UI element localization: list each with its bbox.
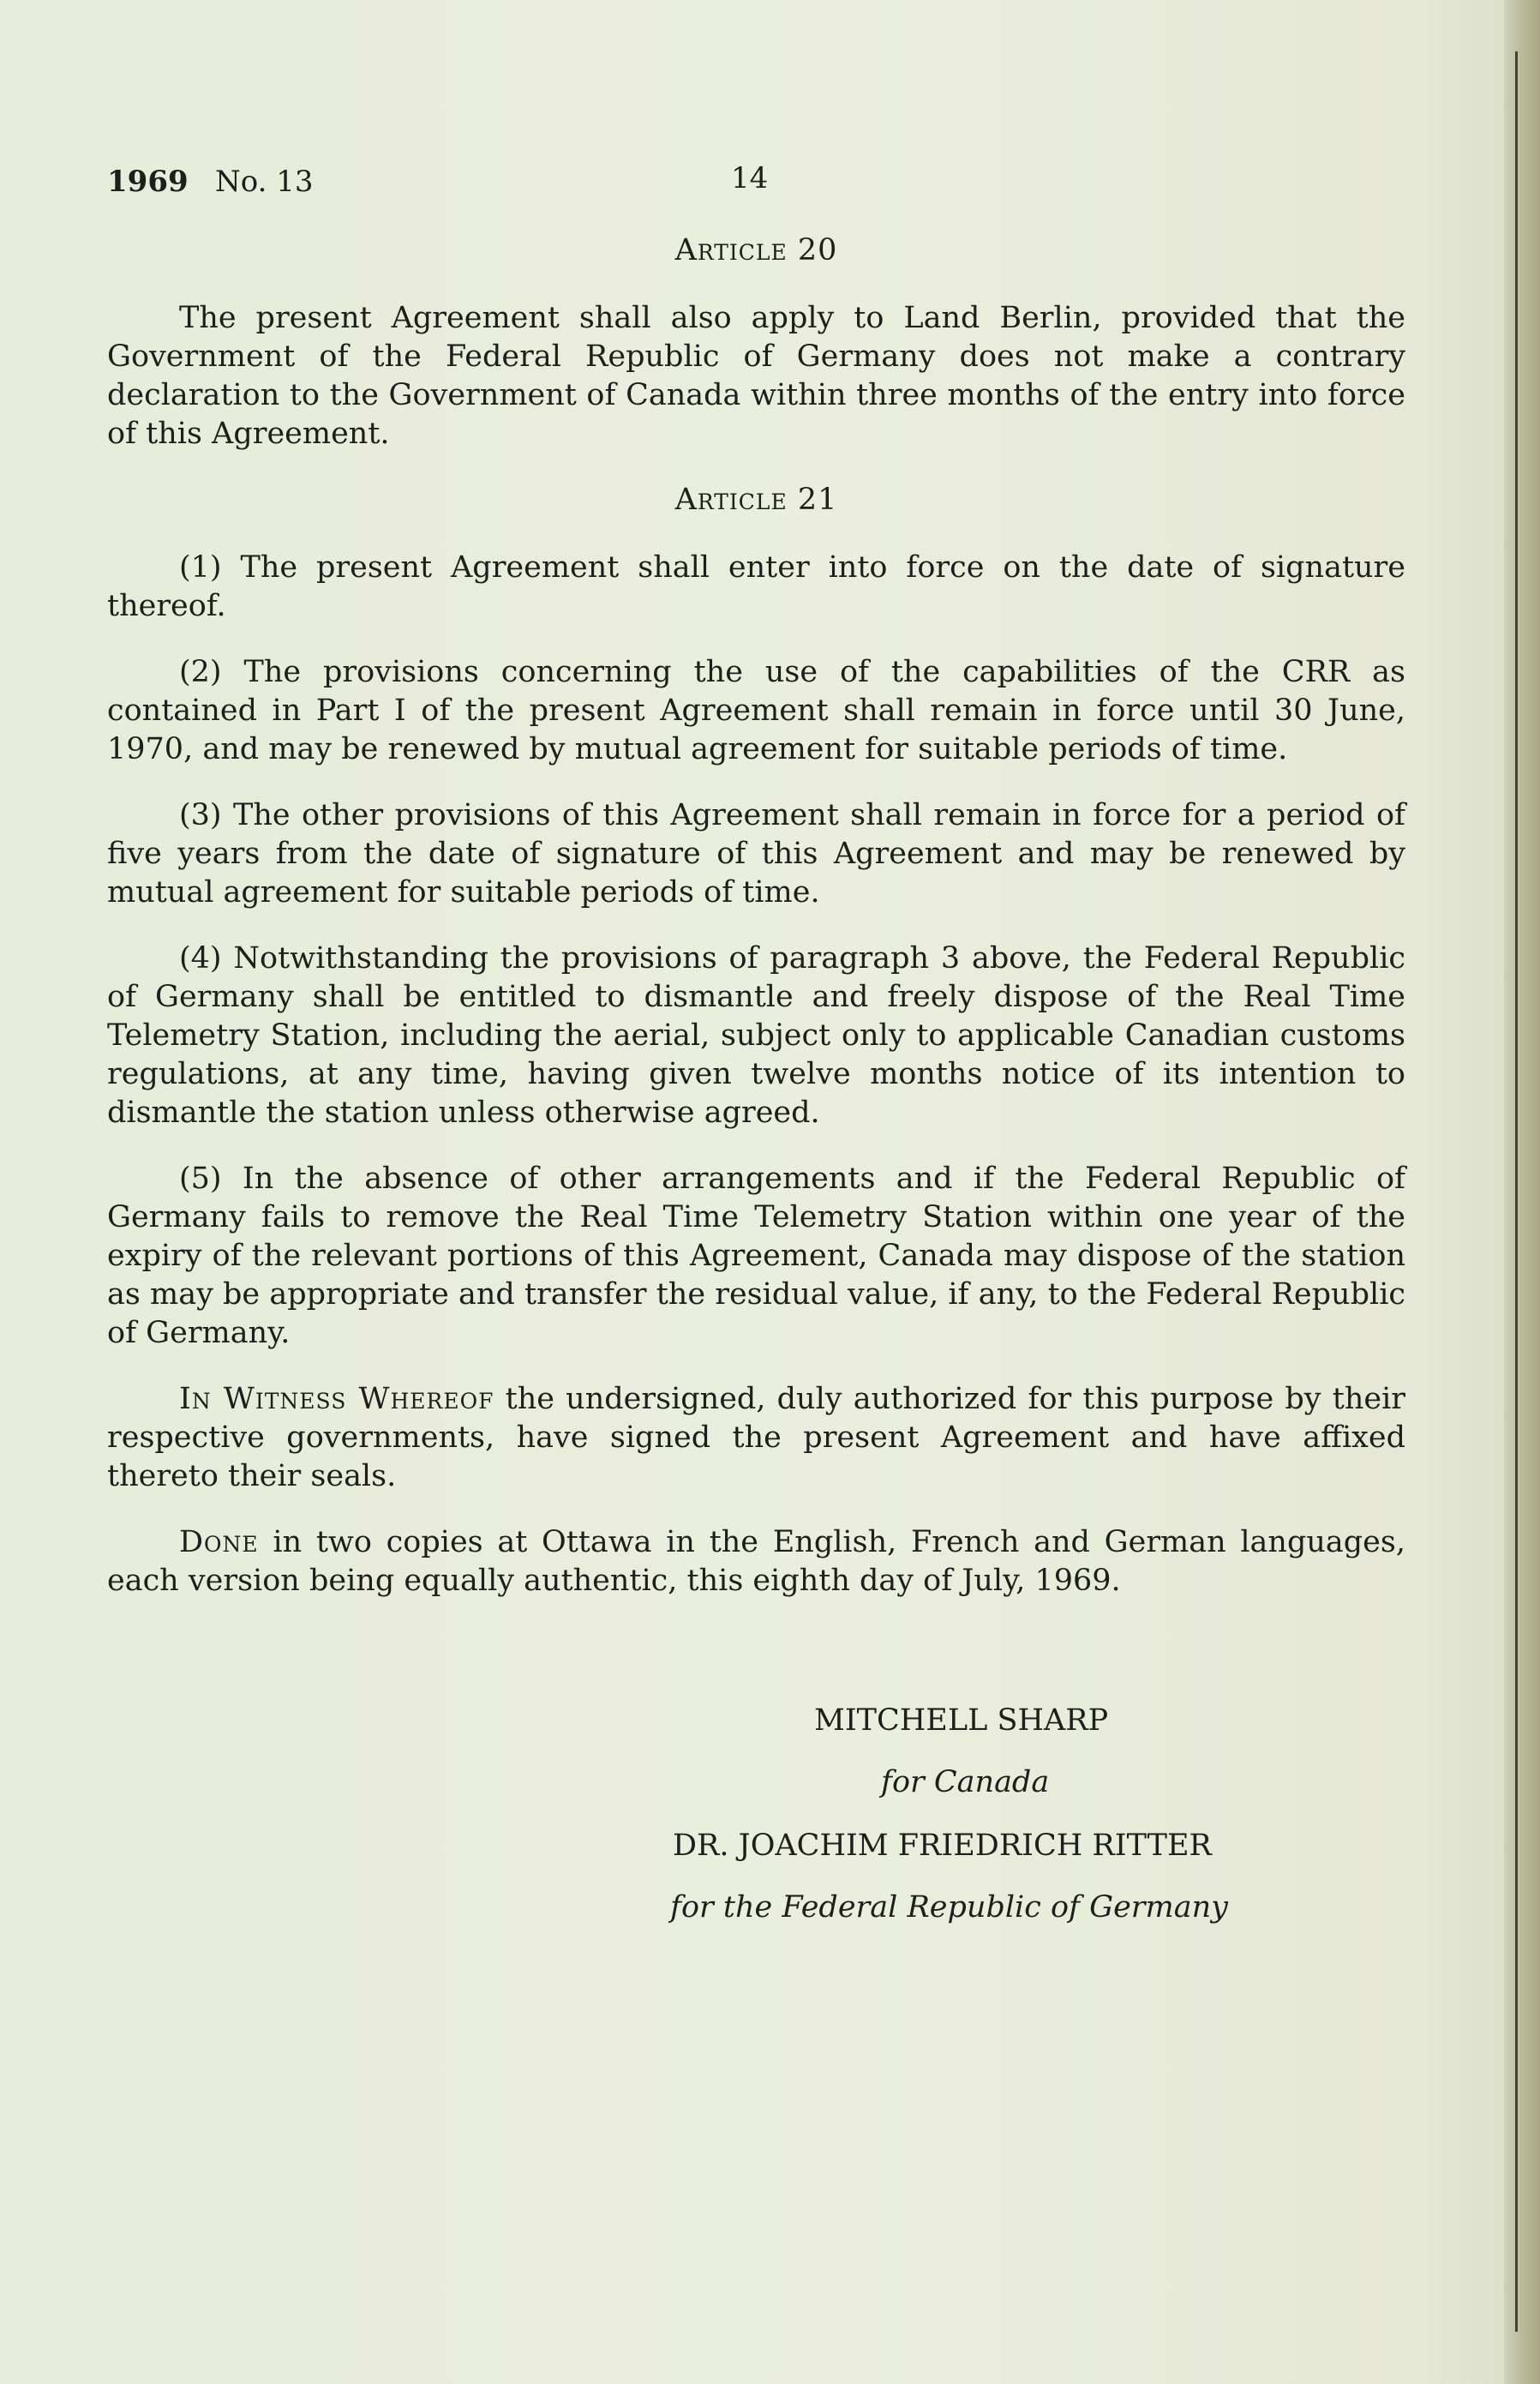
signatory-role-canada: for Canada	[881, 1765, 1050, 1799]
witness-clause	[107, 1380, 1405, 1496]
article-21-paragraph-1: (1) The present Agreement shall enter into force on the date of signature thereof.	[107, 550, 1405, 623]
witness-lead: In Witness Whereof	[179, 1382, 494, 1416]
done-lead: Done	[179, 1525, 259, 1559]
done-clause	[107, 1523, 1405, 1600]
article-21-paragraph-5: (5) In the absence of other arrangements and if the Federal Republic of Germany fails to remove the Real Time Telemetry Station within one year of the expiry of the relevant portions of this Agreement, Canada may dispose of the station as may be appropriate and transfer the residual value, if any, to the Federal Republic of Germany.	[107, 1162, 1405, 1350]
page-binding-edge	[1504, 0, 1540, 2384]
signatory-role-germany: for the Federal Republic of Germany	[670, 1890, 1228, 1925]
article-21-paragraph-3: (3) The other provisions of this Agreement shall remain in force for a period of five years from the date of signature of this Agreement and may be renewed by mutual agreement for suitable periods of time.	[107, 798, 1405, 910]
document-body	[107, 231, 1405, 1628]
header-number: No. 13	[215, 165, 314, 199]
running-header	[107, 161, 1410, 207]
article-20-heading: Article 20	[674, 233, 838, 267]
header-year: 1969	[107, 165, 189, 199]
article-20-text: The present Agreement shall also apply to Land Berlin, provided that the Government of the Federal Republic of Germany does not make a contrary declaration to the Government of Canada within three months of the entry into force of this Agreement.	[107, 301, 1405, 451]
page-edge-line	[1515, 51, 1518, 2332]
article-21-heading: Article 21	[674, 483, 838, 517]
signatory-name-germany: DR. JOACHIM FRIEDRICH RITTER	[673, 1829, 1212, 1863]
article-21-paragraph-4: (4) Notwithstanding the provisions of paragraph 3 above, the Federal Republic of Germany shall be entitled to dismantle and freely dispose of the Real Time Telemetry Station, including the aerial, subject only to applicable Canadian customs regulations, at any time, having given twelve months notice of its intention to dismantle the station unless otherwise agreed.	[107, 941, 1405, 1130]
done-text: in two copies at Ottawa in the English, French and German languages, each version being equally authentic, this eighth day of July, 1969.	[107, 1525, 1405, 1598]
article-21-paragraph-2: (2) The provisions concerning the use of the capabilities of the CRR as contained in Part I of the present Agreement shall remain in force until 30 June, 1970, and may be renewed by mutual agreement for suitable periods of time.	[107, 655, 1405, 766]
signatory-name-canada: MITCHELL SHARP	[814, 1703, 1109, 1738]
witness-text: the undersigned, duly authorized for this purpose by their respective governments, have signed the present Agreement and have affixed thereto their seals.	[107, 1382, 1405, 1493]
page-number: 14	[731, 161, 769, 195]
